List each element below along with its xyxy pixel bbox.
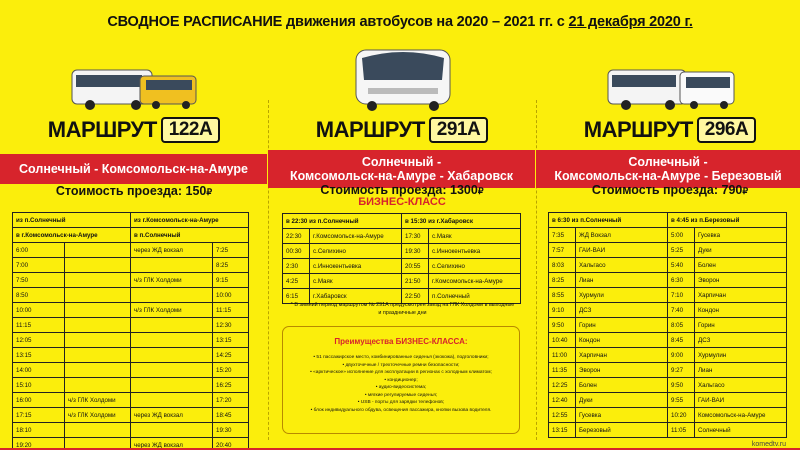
table-cell: 10:20 xyxy=(668,408,695,423)
table-cell: 8:03 xyxy=(549,258,576,273)
table-cell: 7:35 xyxy=(549,228,576,243)
table-cell: 10:40 xyxy=(549,333,576,348)
table-cell: 11:15 xyxy=(13,318,65,333)
table-row xyxy=(283,214,521,229)
table-row xyxy=(13,408,249,423)
table-row xyxy=(549,258,787,273)
benefit-item: • блок индивидуального обдува, освещения пассажира, кнопки вызова водителя. xyxy=(310,407,492,413)
table-cell: 15:10 xyxy=(13,378,65,393)
table-cell: с.Иннокентьевка xyxy=(429,244,521,259)
table-cell: Болен xyxy=(695,258,787,273)
table-cell: Дуки xyxy=(695,243,787,258)
table-cell: с.Селихино xyxy=(310,244,402,259)
table-row xyxy=(13,303,249,318)
table-cell: 17:15 xyxy=(13,408,65,423)
table-cell: 00:30 xyxy=(283,244,310,259)
table-row xyxy=(549,378,787,393)
table-row xyxy=(283,229,521,244)
table-row xyxy=(549,288,787,303)
table-cell xyxy=(65,273,131,288)
table-cell: ч/з ГЛК Холдоми xyxy=(65,408,131,423)
table-cell xyxy=(65,363,131,378)
bus-image xyxy=(348,44,458,112)
table-cell xyxy=(131,288,213,303)
table-cell: Кондон xyxy=(695,303,787,318)
table-cell: 7:40 xyxy=(668,303,695,318)
table-cell: 9:15 xyxy=(213,273,249,288)
schedule-table-296a xyxy=(548,212,787,438)
table-cell: 8:50 xyxy=(13,288,65,303)
table-cell: 12:05 xyxy=(13,333,65,348)
table-cell: 7:10 xyxy=(668,288,695,303)
table-cell xyxy=(131,378,213,393)
table-cell: 18:45 xyxy=(213,408,249,423)
table-cell: в 4:45 из п.Березовый xyxy=(668,213,787,228)
table-cell: Харпичан xyxy=(695,288,787,303)
table-cell: 9:50 xyxy=(549,318,576,333)
schedule-table-291a xyxy=(282,213,521,304)
table-row xyxy=(549,363,787,378)
table-cell: 19:30 xyxy=(402,244,429,259)
table-cell: 13:15 xyxy=(549,423,576,438)
table-cell: Лиан xyxy=(576,273,668,288)
table-row xyxy=(549,423,787,438)
table-cell: 6:15 xyxy=(283,289,310,304)
table-cell: Эворон xyxy=(576,363,668,378)
table-cell: 20:40 xyxy=(213,438,249,450)
table-cell: в 6:30 из п.Солнечный xyxy=(549,213,668,228)
table-cell: Дуки xyxy=(576,393,668,408)
route-number-badge: 122А xyxy=(161,117,220,143)
table-cell xyxy=(131,363,213,378)
table-cell: Хальгасо xyxy=(576,258,668,273)
table-cell xyxy=(131,333,213,348)
table-row xyxy=(283,274,521,289)
table-cell: 8:25 xyxy=(549,273,576,288)
table-cell: ДСЗ xyxy=(695,333,787,348)
table-cell xyxy=(65,243,131,258)
table-cell xyxy=(65,258,131,273)
bus-image xyxy=(606,62,736,112)
table-cell: г.Хабаровск xyxy=(310,289,402,304)
table-row xyxy=(549,333,787,348)
table-cell: 12:30 xyxy=(213,318,249,333)
route-stripe: Солнечный - Комсомольск-на-Амуре xyxy=(0,154,267,184)
table-cell: 8:05 xyxy=(668,318,695,333)
table-cell: 11:35 xyxy=(549,363,576,378)
table-row xyxy=(549,408,787,423)
table-cell: 10:00 xyxy=(213,288,249,303)
table-row xyxy=(13,243,249,258)
table-cell: 16:00 xyxy=(13,393,65,408)
table-cell: Березовый xyxy=(576,423,668,438)
business-benefits-box xyxy=(282,326,520,434)
table-cell: Хурмули xyxy=(576,288,668,303)
table-cell: ЖД Вокзал xyxy=(576,228,668,243)
table-cell: 15:20 xyxy=(213,363,249,378)
table-cell: 13:15 xyxy=(13,348,65,363)
table-cell: 2:30 xyxy=(283,259,310,274)
table-cell: ч/з ГЛК Холдоми xyxy=(65,393,131,408)
table-cell: 16:25 xyxy=(213,378,249,393)
table-cell xyxy=(131,348,213,363)
table-cell: 12:40 xyxy=(549,393,576,408)
table-cell xyxy=(65,318,131,333)
table-cell: в п.Солнечный xyxy=(131,228,249,243)
table-cell: п.Солнечный xyxy=(429,289,521,304)
table-row xyxy=(13,273,249,288)
benefit-item: • двухточечные / трехточечные ремни безопасности; xyxy=(342,362,460,368)
table-cell xyxy=(65,423,131,438)
fare-text: Стоимость проезда: 150₽ xyxy=(55,184,213,198)
table-cell: 22:50 xyxy=(402,289,429,304)
table-cell: 5:25 xyxy=(668,243,695,258)
route-header: МАРШРУТ 291А xyxy=(268,117,536,143)
table-cell: 8:25 xyxy=(213,258,249,273)
table-row xyxy=(13,258,249,273)
table-cell: с.Иннокентьевка xyxy=(310,259,402,274)
table-row xyxy=(13,318,249,333)
table-cell: 12:25 xyxy=(549,378,576,393)
bus-image xyxy=(70,62,198,112)
table-cell: Лиан xyxy=(695,363,787,378)
table-cell: Болен xyxy=(576,378,668,393)
table-cell: Солнечный xyxy=(695,423,787,438)
table-row xyxy=(549,273,787,288)
table-row xyxy=(13,363,249,378)
table-row xyxy=(549,318,787,333)
table-cell xyxy=(65,303,131,318)
table-row xyxy=(13,348,249,363)
table-cell: Гусевка xyxy=(576,408,668,423)
table-cell: 7:00 xyxy=(13,258,65,273)
table-cell xyxy=(65,333,131,348)
table-cell: 21:50 xyxy=(402,274,429,289)
table-cell: ДСЗ xyxy=(576,303,668,318)
table-cell: Хальгасо xyxy=(695,378,787,393)
table-cell: с.Маяк xyxy=(310,274,402,289)
table-row xyxy=(549,303,787,318)
table-cell: с.Маяк xyxy=(429,229,521,244)
table-cell xyxy=(131,258,213,273)
table-cell: 9:00 xyxy=(668,348,695,363)
table-row xyxy=(13,378,249,393)
route-number-badge: 296А xyxy=(697,117,756,143)
table-cell: 6:30 xyxy=(668,273,695,288)
table-cell: в г.Комсомольск-на-Амуре xyxy=(13,228,131,243)
table-cell: через ЖД вокзал xyxy=(131,408,213,423)
table-cell: 14:25 xyxy=(213,348,249,363)
table-cell xyxy=(131,318,213,333)
table-cell xyxy=(65,378,131,393)
table-cell: через ЖД вокзал xyxy=(131,438,213,450)
table-cell xyxy=(65,348,131,363)
table-cell: через ЖД вокзал xyxy=(131,243,213,258)
table-row xyxy=(549,393,787,408)
benefit-item: • мягкие регулируемые сиденья; xyxy=(364,392,438,398)
table-row xyxy=(13,228,249,243)
page-title: СВОДНОЕ РАСПИСАНИЕ движения автобусов на 2020 – 2021 гг. с 21 декабря 2020 г. xyxy=(107,14,693,30)
table-cell: Хурмулин xyxy=(695,348,787,363)
table-cell: 8:45 xyxy=(668,333,695,348)
table-cell: 19:30 xyxy=(213,423,249,438)
route-stripe: Солнечный - Комсомольск-на-Амуре - Хабаровск xyxy=(268,150,535,188)
table-cell: ч/з ГЛК Холдоми xyxy=(131,273,213,288)
table-cell: 7:25 xyxy=(213,243,249,258)
table-row xyxy=(549,228,787,243)
table-cell xyxy=(65,288,131,303)
table-cell: 10:00 xyxy=(13,303,65,318)
table-cell: 11:05 xyxy=(668,423,695,438)
route-header: МАРШРУТ 296А xyxy=(536,117,800,143)
table-cell: 20:55 xyxy=(402,259,429,274)
table-cell: ГАИ-ВАИ xyxy=(576,243,668,258)
schedule-table-122a xyxy=(12,212,249,450)
table-cell: 7:57 xyxy=(549,243,576,258)
table-cell: из г.Комсомольск-на-Амуре xyxy=(131,213,249,228)
table-cell: 22:30 xyxy=(283,229,310,244)
table-cell: 17:30 xyxy=(402,229,429,244)
table-row xyxy=(283,259,521,274)
table-cell: 9:55 xyxy=(668,393,695,408)
table-cell: 14:00 xyxy=(13,363,65,378)
table-cell: в 22:30 из п.Солнечный xyxy=(283,214,402,229)
table-row xyxy=(13,423,249,438)
table-row xyxy=(13,288,249,303)
table-cell: 11:00 xyxy=(549,348,576,363)
table-cell: 18:10 xyxy=(13,423,65,438)
route-header: МАРШРУТ 122А xyxy=(0,117,268,143)
table-row xyxy=(13,333,249,348)
table-cell: Горин xyxy=(695,318,787,333)
table-cell xyxy=(131,423,213,438)
table-cell: 9:10 xyxy=(549,303,576,318)
table-row xyxy=(549,213,787,228)
table-cell: 9:27 xyxy=(668,363,695,378)
table-cell: Комсомольск-на-Амуре xyxy=(695,408,787,423)
table-row xyxy=(549,243,787,258)
table-cell: 12:55 xyxy=(549,408,576,423)
table-cell: ГАИ-ВАИ xyxy=(695,393,787,408)
table-cell: с.Селихино xyxy=(429,259,521,274)
benefit-item: • 51 пассажирское место, комбинированные сиденья (экокожа), подголовники; xyxy=(313,355,489,360)
fare-text: Стоимость проезда: 790₽ xyxy=(591,183,749,197)
benefit-item: • USB - порты для зарядки телефонов; xyxy=(357,400,445,405)
benefit-item: • аудио-видеосистема; xyxy=(375,385,427,390)
table-cell: 9:50 xyxy=(668,378,695,393)
table-cell: 6:00 xyxy=(13,243,65,258)
table-cell: 8:55 xyxy=(549,288,576,303)
table-cell: 13:15 xyxy=(213,333,249,348)
table-cell: Гусевка xyxy=(695,228,787,243)
benefit-item: • кондиционер; xyxy=(384,377,418,383)
business-class-label: БИЗНЕС-КЛАСС xyxy=(358,196,446,208)
table-row xyxy=(13,213,249,228)
table-cell: Харпичан xyxy=(576,348,668,363)
table-row xyxy=(549,348,787,363)
site-logo: komedtv.ru xyxy=(751,441,786,448)
table-cell: Кондон xyxy=(576,333,668,348)
fare-text: Стоимость проезда: 1300₽ xyxy=(320,183,484,197)
route-number-badge: 291А xyxy=(429,117,488,143)
table-cell: 19:20 xyxy=(13,438,65,450)
table-cell: из п.Солнечный xyxy=(13,213,131,228)
table-cell: 11:15 xyxy=(213,303,249,318)
table-cell: г.Комсомольск-на-Амуре xyxy=(310,229,402,244)
table-row xyxy=(283,244,521,259)
benefit-item: • «арктическое» исполнение для эксплуатации в регионах с холодным климатом; xyxy=(310,370,492,375)
table-cell: Эворон xyxy=(695,273,787,288)
table-cell: 17:20 xyxy=(213,393,249,408)
table-cell: 5:00 xyxy=(668,228,695,243)
route-stripe: Солнечный - Комсомольск-на-Амуре - Березовый xyxy=(536,150,800,188)
table-cell: 5:40 xyxy=(668,258,695,273)
winter-note: * В зимний период маршрутом № 291А предусмотрен заезд на ГЛК Холдоми в выходные и праздничные дни xyxy=(290,302,515,316)
table-cell: г.Комсомольск-на-Амуре xyxy=(429,274,521,289)
table-cell: 4:25 xyxy=(283,274,310,289)
table-cell: 7:50 xyxy=(13,273,65,288)
table-cell: ч/з ГЛК Холдоми xyxy=(131,303,213,318)
table-cell: Горин xyxy=(576,318,668,333)
table-cell: в 15:30 из г.Хабаровск xyxy=(402,214,521,229)
table-row xyxy=(13,393,249,408)
table-cell xyxy=(131,393,213,408)
benefits-title: Преимущества БИЗНЕС-КЛАССА: xyxy=(334,337,468,346)
